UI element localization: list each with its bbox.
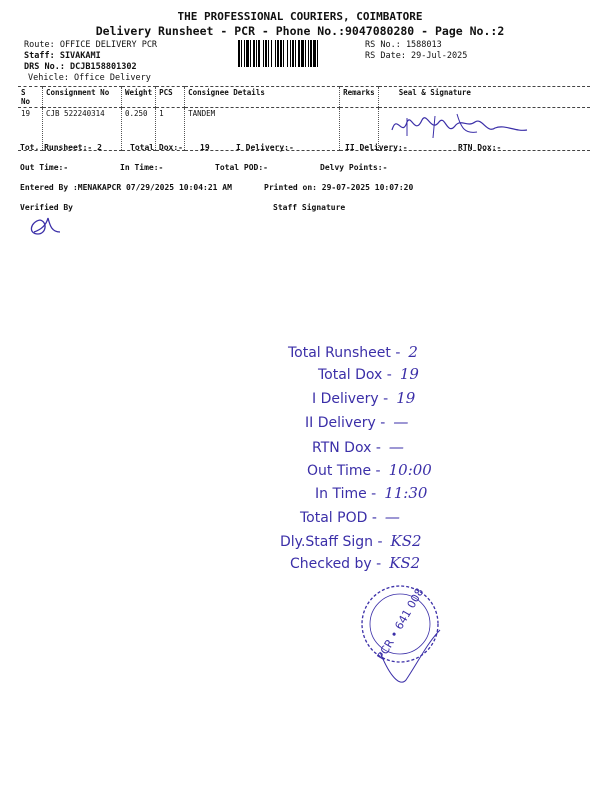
col-pcs: PCS (156, 87, 185, 108)
seal-text: PCR • 641 008 (374, 585, 427, 663)
stamp-line-label: I Delivery - (312, 391, 389, 407)
delvy-points: Delvy Points:- (320, 163, 388, 172)
handwritten-signature (387, 108, 537, 148)
stamp-line-label: In Time - (315, 486, 377, 502)
total-dox-value: 19 (200, 143, 210, 152)
table-header-row (18, 87, 590, 108)
total-runsheet: Tot. Runsheet:- 2 (20, 143, 102, 152)
rs-number: RS No.: 1588013 (365, 40, 442, 50)
verifier-initials (26, 214, 66, 240)
stamp-line-label: RTN Dox - (312, 440, 381, 456)
table-row (18, 108, 590, 151)
drs-number: DRS No.: DCJB158801302 (24, 62, 137, 72)
stamp-line-value: 19 (399, 365, 419, 383)
in-time: In Time:- (120, 163, 164, 172)
stamp-line (318, 364, 419, 383)
i-delivery: I Delivery:- (236, 143, 294, 152)
stamp-line-label: II Delivery - (305, 415, 386, 431)
total-dox-label: Total Dox:- (130, 143, 183, 152)
stamp-line-value: 19 (396, 389, 416, 407)
ii-delivery: II Delivery:- (345, 143, 408, 152)
col-remarks: Remarks (340, 87, 379, 108)
stamp-line-value: — (384, 508, 400, 526)
barcode (238, 40, 363, 67)
stamp-line (300, 507, 400, 526)
stamp-line (315, 483, 427, 502)
verified-by: Verified By (20, 203, 73, 212)
staff-signature-label: Staff Signature (273, 203, 346, 212)
col-consignee: Consignee Details (185, 87, 340, 108)
stamp-line-label: Total Dox - (318, 367, 392, 383)
runsheet-table (18, 86, 590, 151)
cell-pcs: 1 (156, 108, 185, 151)
stamp-line (290, 553, 420, 572)
stamp-line-value: — (393, 413, 409, 431)
stamp-line-label: Total Runsheet - (288, 345, 401, 361)
stamp-line (280, 531, 422, 550)
stamp-line-value: 10:00 (388, 461, 432, 479)
stamp-line (288, 342, 418, 361)
stamp-line-value: — (388, 438, 404, 456)
stamp-line-value: 11:30 (384, 484, 428, 502)
out-time: Out Time:- (20, 163, 69, 172)
runsheet-subtitle: Delivery Runsheet - PCR - Phone No.:9047080280 - Page No.:2 (95, 24, 505, 38)
stamp-line-label: Dly.Staff Sign - (280, 534, 383, 550)
stamp-line-label: Total POD - (300, 510, 377, 526)
col-weight: Weight (122, 87, 156, 108)
cell-weight: 0.250 (122, 108, 156, 151)
stamp-line-label: Out Time - (307, 463, 381, 479)
stamp-line (312, 388, 415, 407)
cell-sno: 19 (18, 108, 43, 151)
stamp-line (305, 412, 408, 431)
stamp-line (307, 460, 432, 479)
company-title: THE PROFESSIONAL COURIERS, COIMBATORE (177, 10, 423, 23)
rs-date: RS Date: 29-Jul-2025 (365, 51, 468, 61)
stamp-line-label: Checked by - (290, 556, 382, 572)
cell-consignee: TANDEM (185, 108, 340, 151)
stamp-line-value: KS2 (389, 554, 421, 572)
col-consignment: Consignment No (43, 87, 122, 108)
stamp-line (312, 437, 404, 456)
route-label: Route: OFFICE DELIVERY PCR (24, 40, 158, 50)
total-pod: Total POD:- (215, 163, 268, 172)
printed-on: Printed on: 29-07-2025 10:07:20 (264, 183, 414, 192)
round-seal (360, 582, 460, 692)
vehicle-label: Vehicle: Office Delivery (28, 73, 151, 83)
cell-consignment: CJB 522240314 (43, 108, 122, 151)
stamp-line-value: KS2 (390, 532, 422, 550)
stamp-line-value: 2 (408, 343, 418, 361)
rtn-dox: RTN Dox:- (458, 143, 502, 152)
entered-by: Entered By :MENAKAPCR 07/29/2025 10:04:21 AM (20, 183, 232, 192)
staff-label: Staff: SIVAKAMI (24, 51, 101, 61)
col-seal-signature: Seal & Signature (378, 87, 590, 108)
col-sno: S No (18, 87, 43, 108)
